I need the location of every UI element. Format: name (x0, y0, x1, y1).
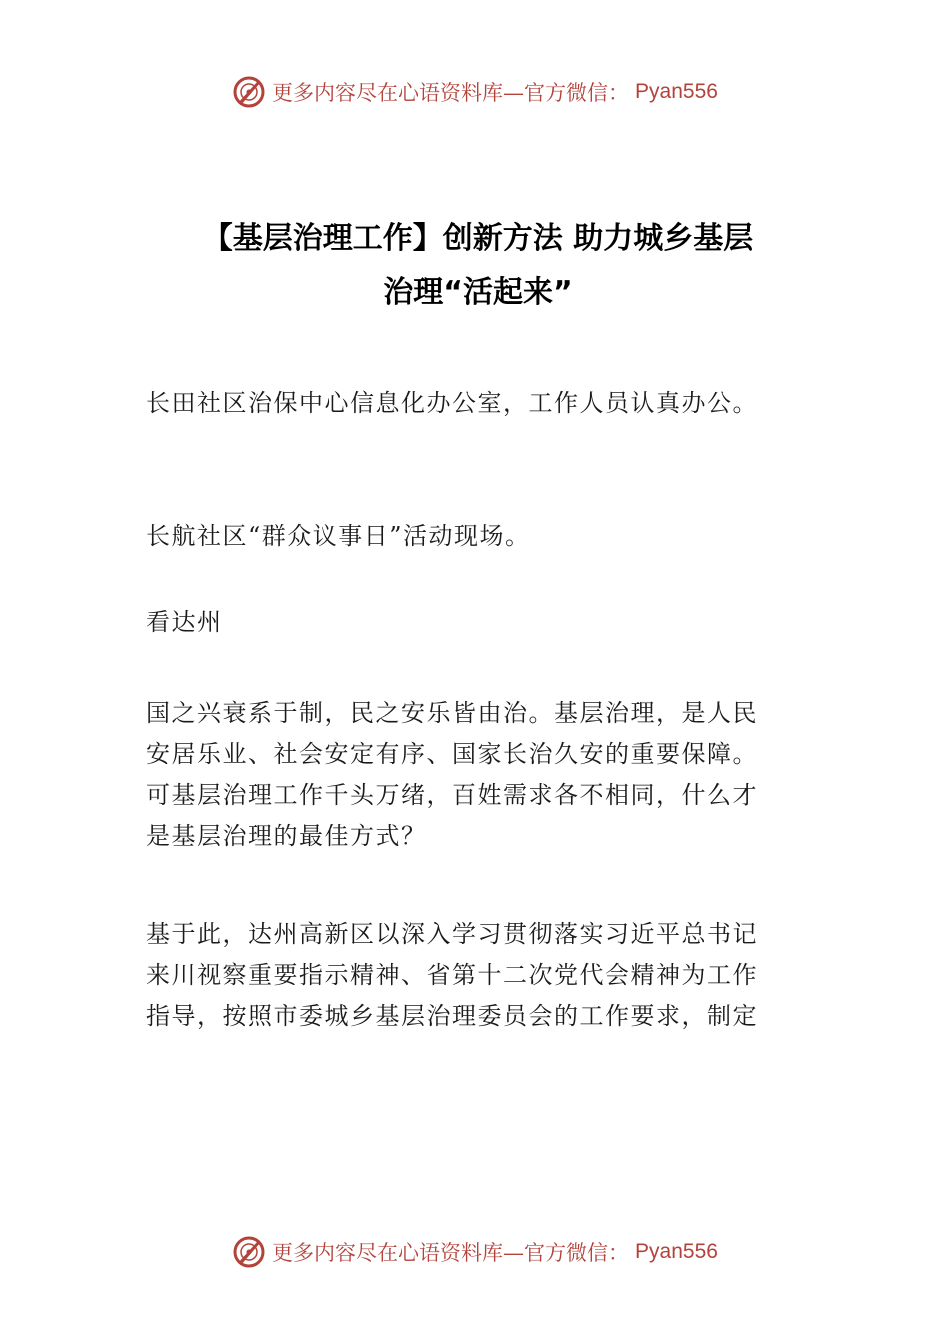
wechat-id: Pyan556 (635, 1240, 718, 1263)
paragraph-line: 可基层治理工作千头万绪，百姓需求各不相同，什么才 (146, 781, 758, 809)
paragraph-body-1 (146, 693, 808, 857)
paragraph-line: 指导，按照市委城乡基层治理委员会的工作要求，制定 (146, 1002, 758, 1030)
paragraph-line: 长田社区治保中心信息化办公室，工作人员认真办公。 (146, 389, 758, 417)
banner-text: 更多内容尽在心语资料库—官方微信： (272, 1241, 630, 1265)
paragraph-line: 基于此，达州高新区以深入学习贯彻落实习近平总书记 (146, 920, 758, 948)
paragraph-caption-2 (146, 516, 808, 557)
paragraph-line: 是基层治理的最佳方式？ (146, 822, 427, 850)
title-line-2: 治理“活起来” (383, 275, 573, 310)
paragraph-caption-1 (146, 383, 808, 424)
footer-banner (0, 1232, 950, 1272)
paragraph-line: 来川视察重要指示精神、省第十二次党代会精神为工作 (146, 961, 758, 989)
banner-text: 更多内容尽在心语资料库—官方微信： (272, 81, 630, 105)
document-title (148, 212, 808, 320)
title-line-1: 【基层治理工作】创新方法 助力城乡基层 (202, 221, 754, 256)
brush-circle-logo-icon (232, 75, 266, 109)
header-banner (0, 72, 950, 112)
paragraph-body-2 (146, 914, 808, 1037)
paragraph-line: 长航社区“群众议事日”活动现场。 (146, 522, 531, 550)
paragraph-line: 看达州 (146, 608, 223, 636)
wechat-id: Pyan556 (635, 80, 718, 103)
paragraph-line: 国之兴衰系于制，民之安乐皆由治。基层治理，是人民 (146, 699, 758, 727)
paragraph-line: 安居乐业、社会安定有序、国家长治久安的重要保障。 (146, 740, 758, 768)
brush-circle-logo-icon (232, 1235, 266, 1269)
paragraph-source (146, 602, 808, 643)
